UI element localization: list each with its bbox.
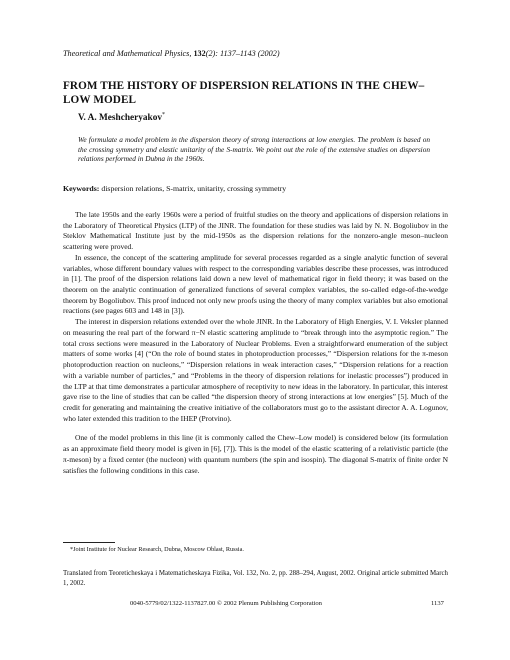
footnote-rule <box>63 542 115 543</box>
copyright-line: 0040-5779/02/1322-1137827.00 © 2002 Plenum Publishing Corporation <box>130 600 322 607</box>
author-footnote-mark: * <box>162 112 166 118</box>
footnote-affiliation: *Joint Institute for Nuclear Research, Dubna, Moscow Oblast, Russia. <box>70 546 244 553</box>
body-paragraph: One of the model problems in this line (it is commonly called the Chew–Low model) is considered below (its formulation as an approximate field theory model is given in [6], [7]). This is the model of the elastic scattering of a relativistic particle (the π-meson) by a fixed center (the nucleon) with quantum numbers (the spin and isospin). The diagonal S-matrix of finite order N satisfies the following conditions in this case. <box>63 433 448 475</box>
keywords <box>63 184 286 193</box>
page-number: 1137 <box>431 600 444 607</box>
article-title: FROM THE HISTORY OF DISPERSION RELATIONS IN THE CHEW–LOW MODEL <box>63 80 425 106</box>
body-text <box>63 210 448 476</box>
author-name: V. A. Meshcheryakov <box>78 113 163 124</box>
journal-name: Theoretical and Mathematical Physics, <box>63 49 192 58</box>
article-author <box>78 112 165 123</box>
abstract: We formulate a model problem in the dispersion theory of strong interactions at low energies. The problem is based on the crossing symmetry and elastic unitarity of the S-matrix. We point out the role of the extensive studies on dispersion relations performed in Dubna in the 1960s. <box>78 135 430 164</box>
keywords-label: Keywords: <box>63 184 100 193</box>
body-paragraph: In essence, the concept of the scattering amplitude for several processes regarded as a single analytic function of several variables, whose different boundary values with respect to the corresponding variables describe these processes, was introduced in [1]. The proof of the dispersion relations laid down a new level of mathematical rigor in field theory; it was based on the theorem on the analytic continuation of generalized functions of several complex variables, the so-called edge-of-the-wedge theorem by Bogoliubov. This proof induced not only new proofs using the theory of many complex variables but also emotional reactions (see pages 603 and 148 in [3]). <box>63 252 448 316</box>
body-paragraph: The late 1950s and the early 1960s were a period of fruitful studies on the theory and applications of dispersion relations in the Laboratory of Theoretical Physics (LTP) of the JINR. The foundation for these studies was laid by N. N. Bogoliubov in the Steklov Mathematical Institute just by the mid-1950s as the dispersion relations for the nonzero-angle meson–nucleon scattering were proved. <box>63 210 448 252</box>
translation-note: Translated from Teoreticheskaya i Matematicheskaya Fizika, Vol. 132, No. 2, pp. 288–294, August, 2002. Original article submitted March 1, 2002. <box>63 570 448 587</box>
journal-volume: 132 <box>193 49 206 58</box>
journal-issue-pages: (2): 1137–1143 (2002) <box>205 49 280 58</box>
body-paragraph: The interest in dispersion relations extended over the whole JINR. In the Laboratory of High Energies, V. I. Veksler planned on measuring the real part of the forward π−N elastic scattering amplitude to “break through into the asymptotic region.” The total cross sections were measured in the Laboratory of Nuclear Problems. Even a straightforward enumeration of the subject matters of some works [4] (“On the role of bound states in photoproduction processes,” “Dispersion relations for the π-meson photoproduction reaction on nucleons,” “Dispersion relations in weak interaction cases,” “Dispersion relations for a reaction with a variable number of particles,” and “Problems in the theory of dispersion relations for inelastic processes”) produced in the LTP at that time demonstrates a particular atmosphere of receptivity to new ideas in the laboratory. In particular, this interest gave rise to the line of studies that can be called “the dispersion theory of strong interactions at low energies” [5]. Much of the credit for generating and maintaining the creative initiative of the collaborators must go to the assistant director A. A. Logunov, who later extended this tradition to the IHEP (Protvino). <box>63 317 448 423</box>
keywords-list: dispersion relations, S-matrix, unitarity, crossing symmetry <box>101 184 287 193</box>
journal-header <box>63 49 280 58</box>
